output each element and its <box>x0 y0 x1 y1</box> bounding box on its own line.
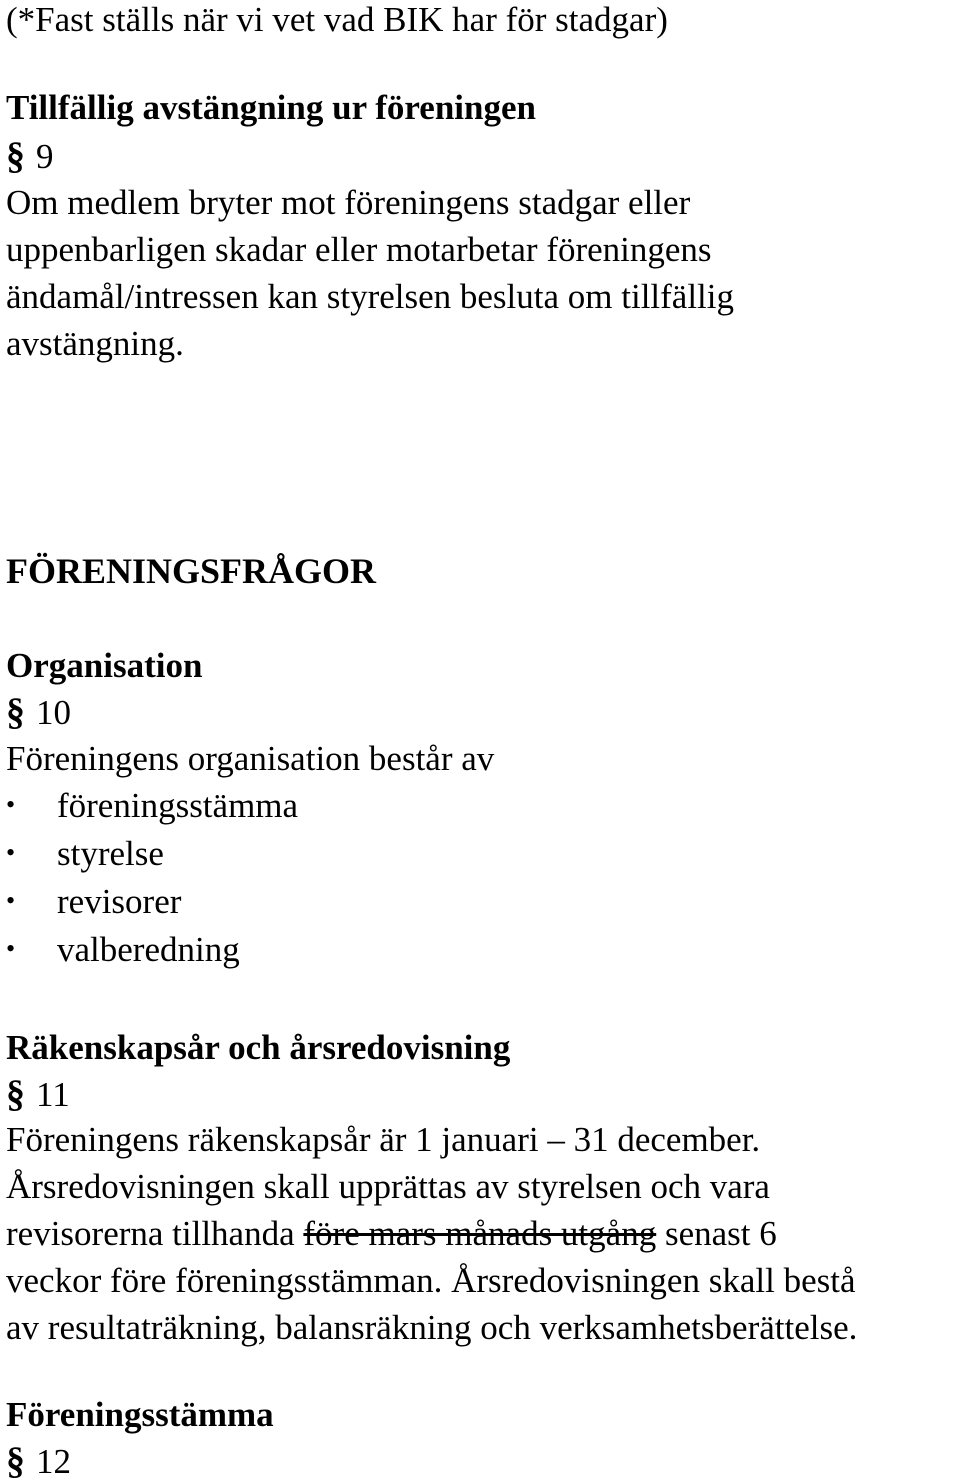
section-9-text-line: ändamål/intressen kan styrelsen besluta om tillfällig <box>6 277 735 316</box>
section-12-number-line <box>6 1441 71 1482</box>
list-item-label: valberedning <box>57 930 240 969</box>
section-10-intro: Föreningens organisation består av <box>6 739 495 778</box>
list-item-label: styrelse <box>57 834 164 873</box>
section-10-heading: Organisation <box>6 646 203 685</box>
section-9-number-line <box>6 136 54 177</box>
text-run: senast 6 <box>656 1214 777 1253</box>
section-12-heading: Föreningsstämma <box>6 1395 274 1434</box>
section-9-text-line: avstängning. <box>6 324 184 363</box>
section-11-number-line <box>6 1074 70 1115</box>
section-11-text-line: Årsredovisningen skall upprättas av styrelsen och vara <box>6 1167 770 1206</box>
section-sign: § <box>6 135 25 177</box>
section-9-number: 9 <box>36 137 54 176</box>
section-11-text-line: veckor före föreningsstämman. Årsredovisningen skall bestå <box>6 1261 856 1300</box>
bullet-icon: • <box>6 838 16 867</box>
section-11-text-line: Föreningens räkenskapsår är 1 januari – 31 december. <box>6 1120 761 1159</box>
section-sign: § <box>6 1073 25 1115</box>
section-11-heading: Räkenskapsår och årsredovisning <box>6 1028 511 1067</box>
text-run: revisorerna tillhanda <box>6 1214 304 1253</box>
list-item <box>6 882 181 925</box>
list-item <box>6 930 240 973</box>
section-10-number: 10 <box>36 693 71 732</box>
bullet-icon: • <box>6 886 16 915</box>
section-9-text-line: uppenbarligen skadar eller motarbetar föreningens <box>6 230 712 269</box>
section-9-text-line: Om medlem bryter mot föreningens stadgar eller <box>6 183 691 222</box>
list-item-label: föreningsstämma <box>57 786 299 825</box>
section-11-text-line: av resultaträkning, balansräkning och verksamhetsberättelse. <box>6 1308 858 1347</box>
section-title: FÖRENINGSFRÅGOR <box>6 551 377 591</box>
section-11-number: 11 <box>36 1075 70 1114</box>
section-sign: § <box>6 1440 25 1482</box>
list-item-label: revisorer <box>57 882 182 921</box>
editor-note: (*Fast ställs när vi vet vad BIK har för stadgar) <box>6 0 668 39</box>
struck-text: före mars månads utgång <box>303 1214 657 1253</box>
section-10-number-line <box>6 692 71 733</box>
list-item <box>6 786 298 829</box>
list-item <box>6 834 164 877</box>
section-12-number: 12 <box>36 1442 71 1481</box>
section-sign: § <box>6 691 25 733</box>
section-9-heading: Tillfällig avstängning ur föreningen <box>6 88 536 127</box>
bullet-icon: • <box>6 790 16 819</box>
section-11-text-line <box>6 1214 777 1254</box>
bullet-icon: • <box>6 934 16 963</box>
